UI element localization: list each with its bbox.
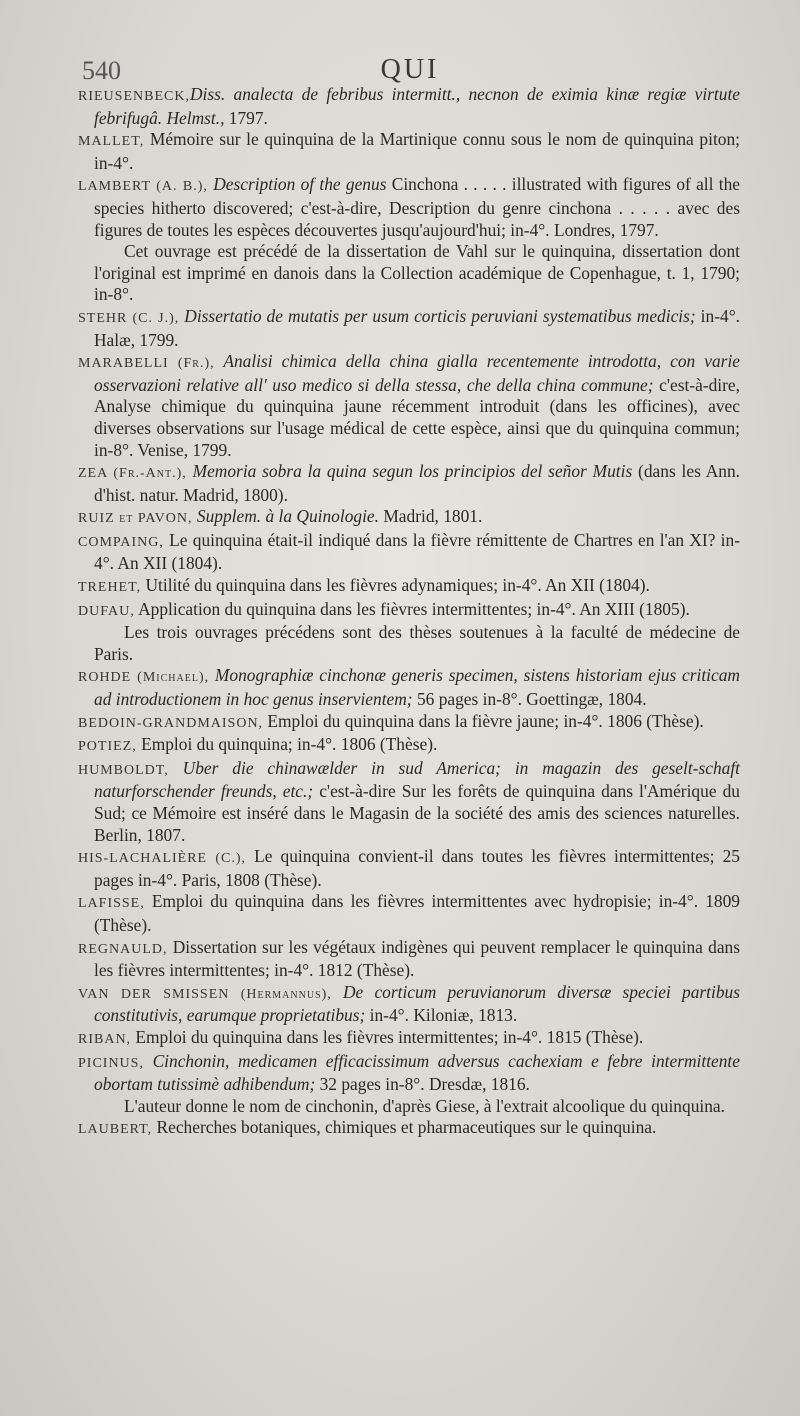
entry-author: HIS-LACHALIÈRE (C.), <box>78 851 247 867</box>
entry-author: MALLET, <box>78 134 145 150</box>
bibliography-note: Les trois ouvrages précédens sont des thèses soutenues à la faculté de médecine de Paris. <box>94 622 740 664</box>
entry-details: Emploi du quinquina dans les fièvres intermittentes; in-4°. 1815 (Thèse). <box>131 1026 644 1047</box>
entry-details: in-4°. Halæ, 1799. <box>94 305 741 350</box>
entry-author: LAFISSE, <box>78 896 145 912</box>
entry-author: PICINUS, <box>78 1055 144 1071</box>
entry-title: Monographiæ cinchonæ generis specimen, sistens historiam ejus criticam ad introductionem in hoc genus inservientem; <box>94 665 740 710</box>
entry-details: 1797. <box>224 107 268 128</box>
entry-details: Mémoire sur le quinquina de la Martinique connu sous le nom de quinquina piton; in-4°. <box>94 129 740 173</box>
bibliography-entry <box>78 351 740 461</box>
entry-title: Cinchonin, medicamen efficacissimum adversus cachexiam e febre intermittente obortam tutissimè adhibendum; <box>94 1050 740 1095</box>
entry-details: c'est-à-dire Sur les forêts de quinquina dans l'Amérique du Sud; ce Mémoire est inséré dans le Magasin de la société des amis des sciences naturelles. Berlin, 1807. <box>94 781 740 845</box>
entry-details: Application du quinquina dans les fièvres intermittentes; in-4°. An XIII (1805). <box>134 598 690 619</box>
bibliography-entry <box>78 891 740 936</box>
entry-details: Emploi du quinquina; in-4°. 1806 (Thèse). <box>136 734 438 755</box>
entry-author: POTIEZ, <box>78 739 137 755</box>
bibliography-entry <box>78 937 740 982</box>
entry-title: Supplem. à la Quinologie. <box>192 506 379 527</box>
entry-details: Emploi du quinquina dans les fièvres intermittentes avec hydropisie; in-4°. 1809 (Thèse). <box>94 891 740 935</box>
bibliography-entry <box>78 129 740 174</box>
entry-details: Recherches botaniques, chimiques et pharmaceutiques sur le quinquina. <box>152 1117 657 1138</box>
entry-author: VAN DER SMISSEN (Hermannus), <box>78 986 332 1002</box>
entry-details: Emploi du quinquina dans la fièvre jaune; in-4°. 1806 (Thèse). <box>263 710 704 731</box>
entry-author: LAMBERT (A. B.), <box>78 179 208 195</box>
entry-title: Diss. analecta de febribus intermitt., necnon de eximia kinæ regiæ virtute febrifugâ. Helmst., <box>94 84 740 128</box>
bibliography-entry <box>78 84 740 129</box>
bibliography-entry <box>78 461 740 506</box>
entry-author: HUMBOLDT, <box>78 762 169 778</box>
bibliography-entry <box>78 306 740 351</box>
entry-details: Dissertation sur les végétaux indigènes qui peuvent remplacer le quinquina dans les fièvres intermittentes; in-4°. 1812 (Thèse). <box>94 936 740 981</box>
entry-title: Description of the genus <box>207 174 387 195</box>
entry-title: Analisi chimica della china gialla recentemente introdotta, con varie osservazioni relative all' uso medico si della stessa, che della china commune; <box>94 351 740 395</box>
entry-title: Memoria sobra la quina segun los principios del señor Mutis <box>186 461 633 482</box>
entry-details: Le quinquina convient-il dans toutes les fièvres intermittentes; 25 pages in-4°. Paris, 1808 (Thèse). <box>94 846 740 890</box>
bibliography-entry <box>78 1051 740 1096</box>
bibliography-entry <box>78 599 740 623</box>
bibliography-entry <box>78 711 740 735</box>
entry-details: Madrid, 1801. <box>378 506 483 527</box>
bibliography-entry <box>78 1117 740 1141</box>
bibliography-entry <box>78 1027 740 1051</box>
entry-author: MARABELLI (Fr.), <box>78 356 215 372</box>
bibliography-entry <box>78 734 740 758</box>
bibliography-note: L'auteur donne le nom de cinchonin, d'après Giese, à l'extrait alcoolique du quinquina. <box>124 1095 725 1116</box>
entry-title: De corticum peruvianorum diversæ speciei partibus constitutivis, earumque proprietatibus; <box>94 981 740 1026</box>
entry-title: Dissertatio de mutatis per usum corticis peruviani systematibus medicis; <box>179 305 696 326</box>
entry-author: RIBAN, <box>78 1031 132 1047</box>
entry-author: RUIZ et PAVON, <box>78 511 193 527</box>
entry-author: ZEA (Fr.-Ant.), <box>78 466 187 482</box>
entry-author: BEDOIN-GRANDMAISON, <box>78 715 264 731</box>
entry-author: STEHR (C. J.), <box>78 310 180 326</box>
entry-details: 32 pages in-8°. Dresdæ, 1816. <box>315 1074 530 1095</box>
entry-details: (dans les Ann. d'hist. natur. Madrid, 1800). <box>94 461 740 505</box>
bibliography-entry <box>78 575 740 599</box>
entry-details: c'est-à-dire, Analyse chimique du quinquina jaune récemment introduit (dans les officines), avec diverses observations sur l'usage médical de cette espèce, ainsi que du quinquina commun; in-8°. Venise, 1799. <box>94 374 740 460</box>
bibliography-entry <box>78 530 740 575</box>
bibliography-entry <box>78 846 740 891</box>
bibliography-entry <box>78 982 740 1027</box>
page-header <box>80 52 740 86</box>
entry-details: 56 pages in-8°. Goettingæ, 1804. <box>412 689 647 710</box>
entry-details: Cinchona . . . . . illustrated with figures of all the species hitherto discovered; c'est-à-dire, Description du genre cinchona . . . . . avec des figures de toutes les espèces découvertes jusqu'aujourd'hui; in-4°. Londres, 1797. <box>94 174 740 240</box>
bibliography-entry <box>78 174 740 241</box>
page-number: 540 <box>82 56 121 85</box>
bibliography-entry <box>78 665 740 710</box>
entry-author: RIEUSENBECK, <box>78 89 190 104</box>
entry-details: Utilité du quinquina dans les fièvres adynamiques; in-4°. An XII (1804). <box>141 575 650 596</box>
entry-title: Uber die chinawælder in sud America; in magazin des geselt-schaft naturforschender freunds, etc.; <box>94 757 740 802</box>
bibliography-list <box>78 84 740 1141</box>
bibliography-note: Cet ouvrage est précédé de la dissertation de Vahl sur le quinquina, dissertation dont l'original est imprimé en danois dans la Collection académique de Copenhague, t. 1, 1790; in-8°. <box>94 241 740 305</box>
entry-details: Le quinquina était-il indiqué dans la fièvre rémittente de Chartres en l'an XI? in-4°. An XII (1804). <box>94 529 740 574</box>
bibliography-entry <box>78 506 740 530</box>
running-head: QUI <box>380 54 440 85</box>
entry-author: DUFAU, <box>78 603 135 619</box>
entry-author: REGNAULD, <box>78 941 168 957</box>
bibliography-entry <box>78 758 740 846</box>
entry-author: ROHDE (Michael), <box>78 670 210 686</box>
entry-author: LAUBERT, <box>78 1122 153 1138</box>
entry-author: COMPAING, <box>78 534 164 550</box>
entry-author: TREHET, <box>78 580 142 596</box>
entry-details: in-4°. Kiloniæ, 1813. <box>365 1005 518 1026</box>
